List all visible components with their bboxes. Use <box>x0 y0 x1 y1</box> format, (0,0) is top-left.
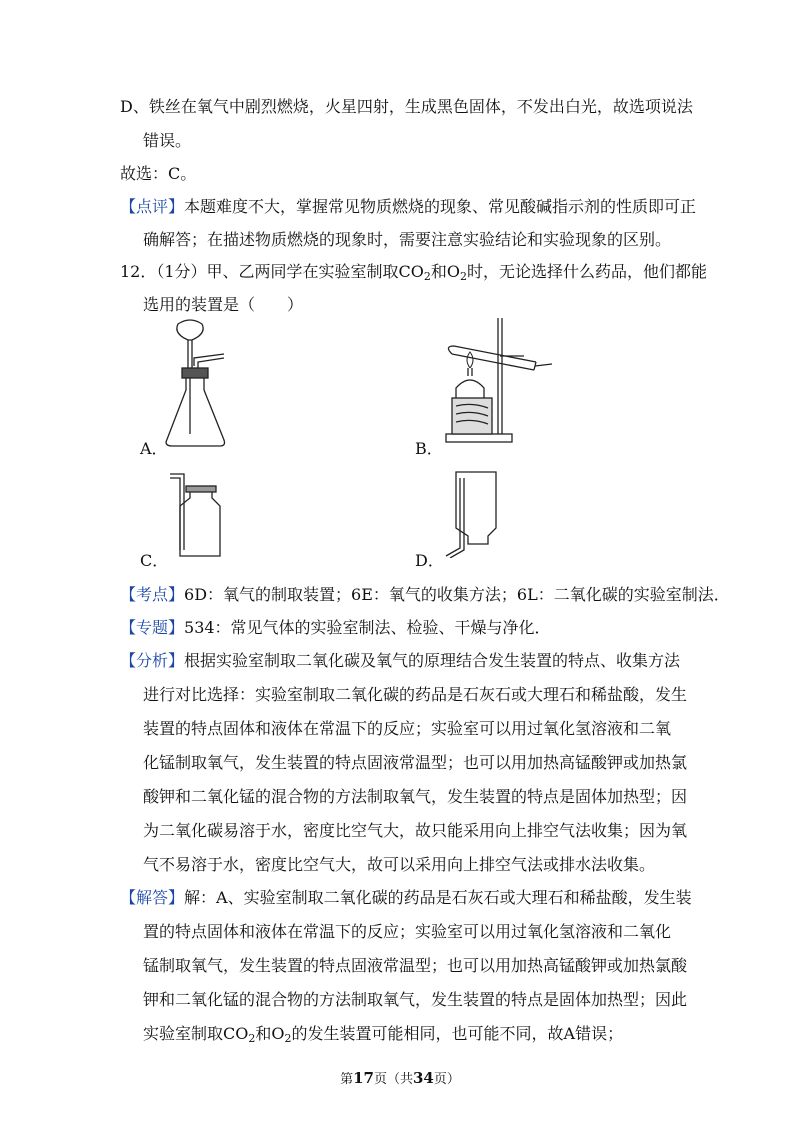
option-d-label: D． <box>415 551 444 570</box>
footer-post: 页） <box>433 1072 460 1087</box>
footer-mid: 页（共 <box>373 1072 413 1087</box>
jieda-co2: CO <box>223 1024 249 1043</box>
comment-tag: 【点评】 <box>120 197 185 216</box>
and-word: 和 <box>430 262 447 281</box>
option-d-explanation-line2: 错误。 <box>143 131 192 150</box>
kaodian-tag: 【考点】 <box>120 585 185 604</box>
question-number: 12．（1分）甲、乙两同学在实验室制取 <box>120 262 399 281</box>
comment-line2: 确解答；在描述物质燃烧的现象时，需要注意实验结论和实验现象的区别。 <box>143 230 672 249</box>
fenxi-tag: 【分析】 <box>120 651 185 670</box>
zhuanti-line <box>120 617 551 639</box>
jieda-last-pre: 实验室制取 <box>143 1024 224 1043</box>
o2-formula: O <box>446 262 461 281</box>
zhuanti-tag: 【专题】 <box>120 618 185 637</box>
apparatus-b-heated-test-tube-figure <box>440 316 570 446</box>
apparatus-d-inverted-bottle-figure <box>440 468 510 558</box>
jieda-line2: 置的特点固体和液体在常温下的反应；实验室可以用过氧化氢溶液和二氧化 <box>143 922 672 941</box>
co2-formula: CO <box>398 262 424 281</box>
option-b-label: B． <box>415 439 443 458</box>
fenxi-text-line1: 根据实验室制取二氧化碳及氧气的原理结合发生装置的特点、收集方法 <box>184 651 681 670</box>
jieda-line1 <box>120 887 692 909</box>
jieda-o2: O <box>271 1024 285 1043</box>
page-footer <box>0 1068 800 1087</box>
footer-page-number: 17 <box>353 1069 374 1087</box>
jieda-line3: 锰制取氧气，发生装置的特点固液常温型；也可以用加热高锰酸钾或加热氯酸 <box>143 956 688 975</box>
comment-text-line1: 本题难度不大，掌握常见物质燃烧的现象、常见酸碱指示剂的性质即可正 <box>184 197 697 216</box>
apparatus-a-flask-funnel-figure <box>160 318 240 448</box>
question-stem-line1 <box>120 261 707 288</box>
jieda-last-post: 的发生装置可能相同，也可能不同，故A错误； <box>291 1024 624 1043</box>
zhuanti-text: 534：常见气体的实验室制法、检验、干燥与净化． <box>184 618 551 637</box>
jieda-line5 <box>143 1023 623 1050</box>
kaodian-text: 6D：氧气的制取装置；6E：氧气的收集方法；6L：二氧化碳的实验室制法． <box>184 585 730 604</box>
fenxi-line6: 为二氧化碳易溶于水，密度比空气大，故只能采用向上排空气法收集；因为氧 <box>143 821 688 840</box>
fenxi-line3: 装置的特点固体和液体在常温下的反应；实验室可以用过氧化氢溶液和二氧 <box>143 719 672 738</box>
footer-pre: 第 <box>340 1072 354 1087</box>
option-d-explanation-line1: D、铁丝在氧气中剧烈燃烧，火星四射，生成黑色固体，不发出白光，故选项说法 <box>120 97 693 116</box>
jieda-o2-subscript: 2 <box>284 1032 292 1045</box>
fenxi-line1 <box>120 650 680 672</box>
previous-answer: 故选：C。 <box>120 164 197 183</box>
jieda-text-line1: 解：A、实验室制取二氧化碳的药品是石灰石或大理石和稀盐酸，发生装 <box>184 888 692 907</box>
fenxi-line2: 进行对比选择：实验室制取二氧化碳的药品是石灰石或大理石和稀盐酸，发生 <box>143 685 688 704</box>
kaodian-line <box>120 584 730 606</box>
question-stem-rest: 时，无论选择什么药品，他们都能 <box>467 262 708 281</box>
apparatus-c-collecting-bottle-figure <box>170 468 240 558</box>
fenxi-line7: 气不易溶于水，密度比空气大，故可以采用向上排空气法或排水法收集。 <box>143 855 656 874</box>
option-c-label: C． <box>140 551 169 570</box>
question-stem-line2: 选用的装置是（ ） <box>143 295 304 314</box>
co2-subscript: 2 <box>423 270 431 283</box>
jieda-and: 和 <box>255 1024 272 1043</box>
jieda-tag: 【解答】 <box>120 888 185 907</box>
jieda-co2-subscript: 2 <box>248 1032 256 1045</box>
o2-subscript: 2 <box>460 270 468 283</box>
fenxi-line5: 酸钾和二氧化锰的混合物的方法制取氧气，发生装置的特点是固体加热型；因 <box>143 787 688 806</box>
fenxi-line4: 化锰制取氧气，发生装置的特点固液常温型；也可以用加热高锰酸钾或加热氯 <box>143 753 688 772</box>
footer-total-pages: 34 <box>413 1069 434 1087</box>
jieda-line4: 钾和二氧化锰的混合物的方法制取氧气，发生装置的特点是固体加热型；因此 <box>143 990 688 1009</box>
comment-line1 <box>120 196 696 218</box>
option-a-label: A． <box>140 439 168 458</box>
